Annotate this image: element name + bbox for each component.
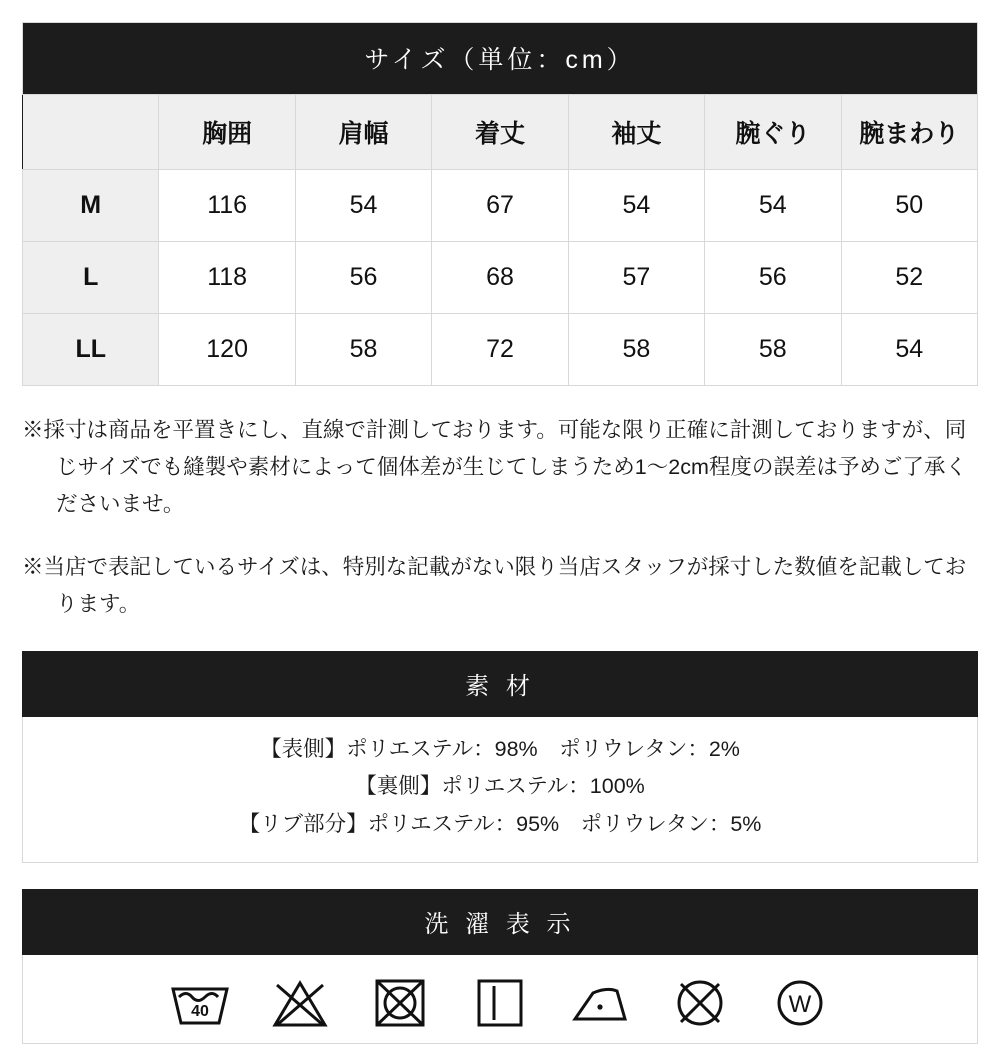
size-cell-ll-length: 72 — [432, 314, 568, 386]
svg-text:40: 40 — [191, 1002, 209, 1020]
size-table — [22, 22, 978, 386]
no-dry-clean-icon — [667, 973, 733, 1033]
size-row-label-l: L — [23, 242, 159, 314]
size-cell-m-length: 67 — [432, 170, 568, 242]
no-tumble-dry-icon — [367, 973, 433, 1033]
size-cell-m-arm: 50 — [841, 170, 977, 242]
wash-icon-row — [23, 955, 977, 1043]
svg-text:W: W — [788, 990, 812, 1018]
size-column-header-sleeve: 袖丈 — [568, 95, 704, 170]
size-cell-ll-shoulder: 58 — [295, 314, 431, 386]
size-column-header-arm-circumference: 腕まわり — [841, 95, 977, 170]
size-cell-l-length: 68 — [432, 242, 568, 314]
size-column-header-shoulder: 肩幅 — [295, 95, 431, 170]
size-row-label-m: M — [23, 170, 159, 242]
size-column-header-armhole: 腕ぐり — [705, 95, 841, 170]
wash-panel — [22, 955, 978, 1044]
note-measurement-method: ※採寸は商品を平置きにし、直線で計測しております。可能な限り正確に計測しておりますが、同じサイズでも縫製や素材によって個体差が生じてしまうため1〜2cm程度の誤差は予めご了承くださいませ。 — [22, 418, 967, 516]
size-cell-l-shoulder: 56 — [295, 242, 431, 314]
size-table-corner-cell — [23, 95, 159, 170]
table-row — [23, 242, 978, 314]
size-cell-m-sleeve: 54 — [568, 170, 704, 242]
no-bleach-icon — [267, 973, 333, 1033]
table-row — [23, 314, 978, 386]
size-table-header-row — [23, 95, 978, 170]
size-table-title: サイズ（単位：cm） — [23, 23, 978, 95]
size-column-header-length: 着丈 — [432, 95, 568, 170]
note-staff-measurement: ※当店で表記しているサイズは、特別な記載がない限り当店スタッフが採寸した数値を記載しております。 — [22, 554, 967, 616]
size-cell-ll-armhole: 58 — [705, 314, 841, 386]
size-cell-l-arm: 52 — [841, 242, 977, 314]
size-cell-l-armhole: 56 — [705, 242, 841, 314]
size-table-title-row — [23, 23, 978, 95]
measurement-notes — [22, 412, 978, 623]
size-table-body — [23, 170, 978, 386]
size-cell-ll-arm: 54 — [841, 314, 977, 386]
size-cell-l-bust: 118 — [159, 242, 295, 314]
wash-section-title: 洗 濯 表 示 — [22, 889, 978, 955]
wash-section — [22, 889, 978, 1044]
material-section — [22, 651, 978, 863]
washing-machine-40-icon — [167, 973, 233, 1033]
size-cell-ll-bust: 120 — [159, 314, 295, 386]
material-section-title: 素 材 — [22, 651, 978, 717]
size-cell-ll-sleeve: 58 — [568, 314, 704, 386]
table-row — [23, 170, 978, 242]
material-line-rib: 【リブ部分】ポリエステル：95% ポリウレタン：5% — [238, 812, 762, 837]
size-cell-m-armhole: 54 — [705, 170, 841, 242]
size-cell-m-bust: 116 — [159, 170, 295, 242]
material-line-outer: 【表側】ポリエステル：98% ポリウレタン：2% — [260, 736, 740, 761]
size-cell-l-sleeve: 57 — [568, 242, 704, 314]
size-column-header-bust: 胸囲 — [159, 95, 295, 170]
iron-low-icon — [567, 973, 633, 1033]
size-row-label-ll: LL — [23, 314, 159, 386]
size-cell-m-shoulder: 54 — [295, 170, 431, 242]
wet-clean-w-icon — [767, 973, 833, 1033]
material-panel — [22, 717, 978, 863]
material-line-lining: 【裏側】ポリエステル：100% — [355, 774, 645, 799]
material-list — [23, 717, 977, 862]
drip-dry-line-icon — [467, 973, 533, 1033]
